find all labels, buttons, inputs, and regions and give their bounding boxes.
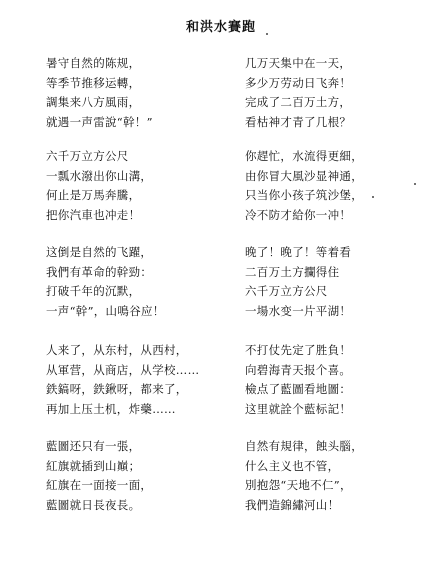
scan-speck — [414, 183, 416, 185]
poem-line: 不打仗先定了胜負！ — [245, 343, 352, 357]
poem-line: 紅旗就插到山巔； — [46, 458, 141, 473]
stanza — [46, 147, 231, 243]
poem-line: 檢点了藍圖看地圖： — [245, 382, 352, 396]
stanza — [46, 341, 231, 437]
poem-line: 等季节推移运轉， — [46, 75, 141, 90]
poem-line: 紅旗在一面接一面， — [46, 478, 153, 492]
poem-line: 把你汽車也冲走！ — [46, 207, 141, 222]
scan-speck — [372, 196, 374, 198]
poem-line: 別抱怨“天地不仁”， — [245, 478, 352, 492]
poem-line: 人来了，从东村，从西村， — [46, 343, 188, 357]
poem-line: 什么主义也不管， — [245, 458, 340, 473]
poem-line: 二百万土方攔得住 — [245, 264, 340, 279]
poem-line: 看枯神才青了几根？ — [245, 114, 352, 129]
poem-line: 几万天集中在一天， — [245, 56, 352, 70]
right-column — [245, 54, 430, 530]
poem-line: 晚了！晚了！等着看 — [245, 245, 352, 259]
stanza — [245, 437, 430, 530]
poem-line: 冷不防才給你一冲！ — [245, 207, 352, 222]
poem-line: 藍圖就日長夜長。 — [46, 497, 141, 512]
poem-line: 調集来八方風雨， — [46, 95, 141, 109]
poem-line: 打破千年的沉默， — [46, 284, 141, 298]
poem-line: 六千万立方公尺 — [46, 149, 129, 163]
poem-line: 多少万劳动日飞奔！ — [245, 75, 352, 90]
poem-line: 鉄鎬呀，鉄鍬呀，都来了， — [46, 382, 188, 396]
poem-line: 一場水变一片平湖！ — [245, 303, 352, 318]
poem-line: 从軍营，从商店，从学校…… — [46, 362, 200, 377]
poem-line: 六千万立方公尺 — [245, 284, 328, 298]
poem-line: 这倒是自然的飞躍， — [46, 245, 153, 259]
stanza — [46, 54, 231, 147]
poem-line: 再加上压土机，炸藥…… — [46, 401, 176, 416]
poem-line: 自然有規律，蝕头腦， — [245, 439, 363, 453]
poem-line: 一瓢水潑出你山溝， — [46, 168, 153, 183]
poem-line: 完成了二百万土方， — [245, 95, 352, 109]
stanza — [245, 54, 430, 147]
poem-title: 和洪水賽跑 — [185, 20, 256, 35]
left-column — [46, 54, 231, 530]
poem-line: 何止是万馬奔騰， — [46, 188, 141, 202]
poem-line: 由你冒大風沙显神通， — [245, 168, 363, 183]
poem-line: 你趕忙，水流得更細， — [245, 149, 363, 163]
poem-line: 向碧海青天报个喜。 — [245, 362, 352, 377]
stanza — [46, 437, 231, 530]
poem-line: 这里就詮个藍标記！ — [245, 401, 352, 416]
poem-line: 就遇一声雷說“幹！” — [46, 114, 153, 129]
poem-line: 我們有革命的幹勁： — [46, 264, 153, 279]
poem-line: 暑守自然的陈规， — [46, 56, 141, 70]
scan-speck — [266, 33, 268, 35]
stanza — [245, 243, 430, 341]
poem-line: 一声“幹”，山鳴谷应！ — [46, 303, 165, 318]
stanza — [245, 341, 430, 437]
poem-line: 藍圖还只有一張， — [46, 439, 141, 453]
poem-line: 只当你小孩子筑沙堡， — [245, 188, 363, 202]
stanza — [46, 243, 231, 341]
poem-line: 我們造錦繡河山！ — [245, 497, 340, 512]
stanza — [245, 147, 430, 243]
